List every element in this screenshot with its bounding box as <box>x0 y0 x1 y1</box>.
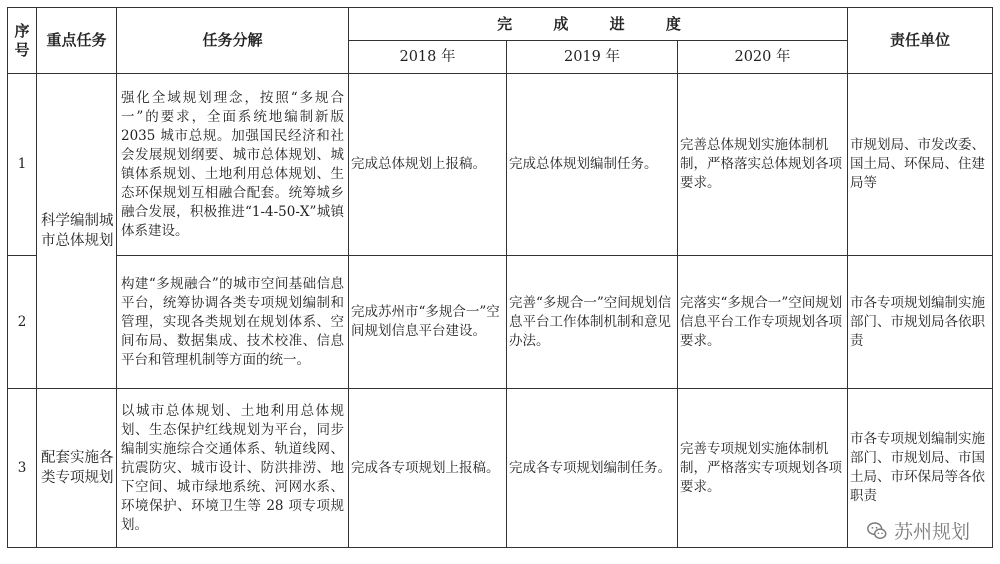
progress-2019-cell: 完成各专项规划编制任务。 <box>507 389 678 548</box>
table-row <box>8 389 993 548</box>
header-2019: 2019 年 <box>507 41 678 74</box>
progress-2018-cell: 完成各专项规划上报稿。 <box>349 389 507 548</box>
progress-2018-cell: 完成总体规划上报稿。 <box>349 74 507 256</box>
progress-2018-cell: 完成苏州市“多规合一”空间规划信息平台建设。 <box>349 256 507 389</box>
progress-2020-cell: 完落实“多规合一”空间规划信息平台工作专项规划各项要求。 <box>678 256 848 389</box>
task-table <box>7 7 993 548</box>
row-seq: 2 <box>8 256 37 389</box>
wechat-icon <box>866 520 888 542</box>
decomposition-cell: 以城市总体规划、土地利用总体规划、生态保护红线规划为平台，同步编制实施综合交通体系、轨道线网、抗震防灾、城市设计、防洪排涝、地下空间、城市绿地系统、河网水系、环境保护、环境卫生等 28 项专项规划。 <box>117 389 349 548</box>
responsible-unit-cell: 市各专项规划编制实施部门、市规划局各依职责 <box>848 256 993 389</box>
table-row <box>8 256 993 389</box>
decomposition-cell: 构建“多规融合”的城市空间基础信息平台，统筹协调各类专项规划编制和管理，实现各类规划在规划体系、空间布局、数据集成、技术校准、信息平台和管理机制等方面的统一。 <box>117 256 349 389</box>
progress-2019-cell: 完成总体规划编制任务。 <box>507 74 678 256</box>
row-seq: 1 <box>8 74 37 256</box>
responsible-unit-cell: 市规划局、市发改委、国土局、环保局、住建局等 <box>848 74 993 256</box>
header-unit: 责任单位 <box>848 8 993 74</box>
progress-2019-cell: 完善“多规合一”空间规划信息平台工作体制机制和意见办法。 <box>507 256 678 389</box>
header-2020: 2020 年 <box>678 41 848 74</box>
header-2018: 2018 年 <box>349 41 507 74</box>
header-task: 重点任务 <box>37 8 117 74</box>
progress-2020-cell: 完善专项规划实施体制机制，严格落实专项规划各项要求。 <box>678 389 848 548</box>
row-seq: 3 <box>8 389 37 548</box>
watermark-text: 苏州规划 <box>893 521 970 543</box>
responsible-unit-cell: 市各专项规划编制实施部门、市规划局、市国土局、市环保局等各依职责 <box>848 389 993 548</box>
task-name: 配套实施各类专项规划 <box>37 389 117 548</box>
progress-2020-cell: 完善总体规划实施体制机制，严格落实总体规划各项要求。 <box>678 74 848 256</box>
decomposition-cell: 强化全域规划理念，按照“多规合一”的要求，全面系统地编制新版2035 城市总规。加强国民经济和社会发展规划纲要、城市总体规划、城镇体系规划、土地利用总体规划、生态环保规划互相融合配套。统筹城乡融合发展，积极推进“1-4-50-X”城镇体系建设。 <box>117 74 349 256</box>
watermark <box>866 517 970 544</box>
header-decomposition: 任务分解 <box>117 8 349 74</box>
header-seq: 序号 <box>8 8 37 74</box>
task-name: 科学编制城市总体规划 <box>37 74 117 389</box>
header-progress <box>349 8 848 41</box>
table-row <box>8 74 993 256</box>
header-progress-label: 完 成 进 度 <box>497 14 699 33</box>
